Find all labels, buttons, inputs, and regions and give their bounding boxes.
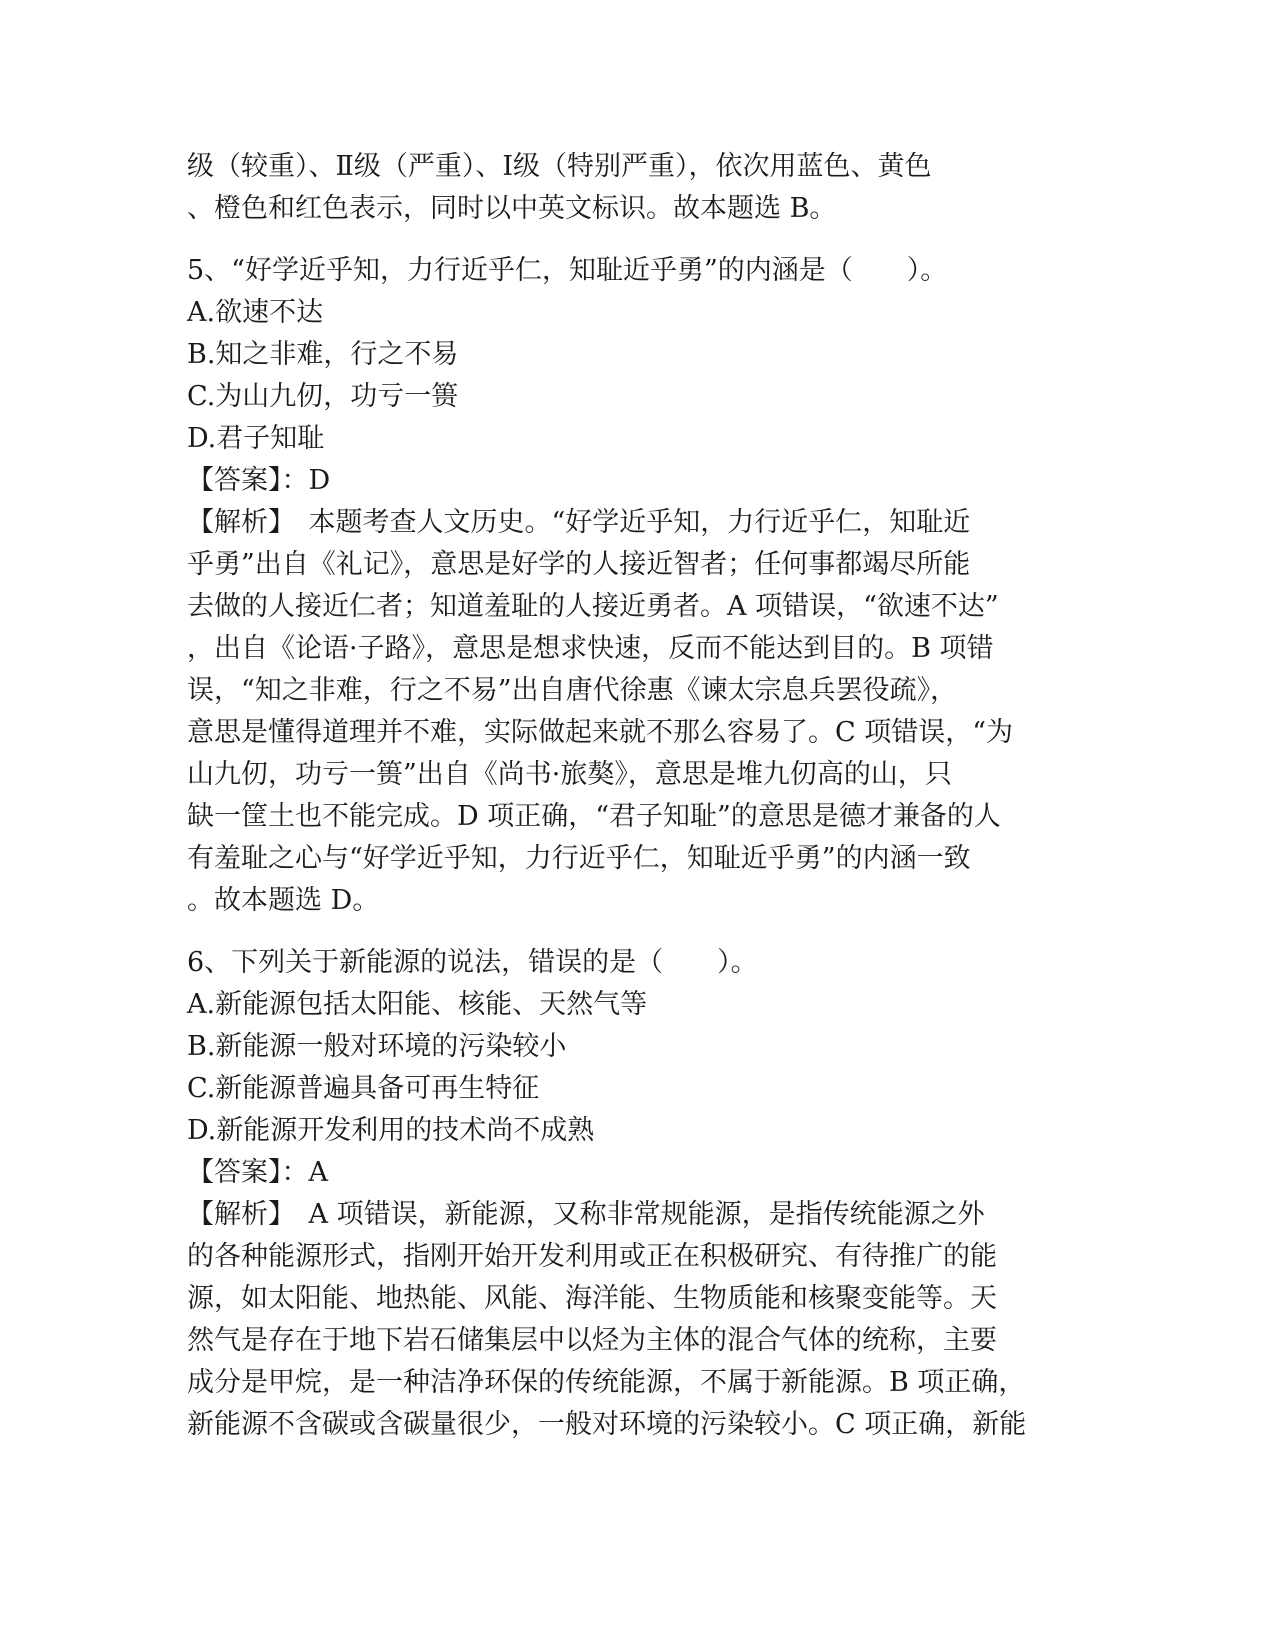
- text-line: 【解析】 本题考查人文历史。“好学近乎知，力行近乎仁，知耻近: [187, 507, 971, 538]
- analysis-paragraph: [187, 1194, 1087, 1446]
- option-b: B.知之非难，行之不易: [187, 339, 459, 370]
- option-d: D.新能源开发利用的技术尚不成熟: [187, 1115, 595, 1146]
- text-line: 缺一筐土也不能完成。D 项正确，“君子知耻”的意思是德才兼备的人: [187, 801, 1001, 832]
- option-c: C.新能源普遍具备可再生特征: [187, 1073, 540, 1104]
- text-line: 成分是甲烷，是一种洁净环保的传统能源，不属于新能源。B 项正确，: [187, 1367, 1026, 1398]
- question-5: [187, 250, 1087, 922]
- option-d: D.君子知耻: [187, 423, 325, 454]
- analysis-paragraph: [187, 502, 1087, 922]
- text-line: 有羞耻之心与“好学近乎知，力行近乎仁，知耻近乎勇”的内涵一致: [187, 843, 971, 874]
- text-line: ，出自《论语·子路》，意思是想求快速，反而不能达到目的。B 项错: [187, 633, 994, 664]
- text-line: 意思是懂得道理并不难，实际做起来就不那么容易了。C 项错误，“为: [187, 717, 1014, 748]
- text-line: 去做的人接近仁者；知道羞耻的人接近勇者。A 项错误，“欲速不达”: [187, 591, 999, 622]
- text-line: 的各种能源形式，指刚开始开发利用或正在积极研究、有待推广的能: [187, 1241, 997, 1272]
- answer-line: 【答案】：A: [187, 1157, 328, 1188]
- option-a: A.欲速不达: [187, 297, 324, 328]
- option-b: B.新能源一般对环境的污染较小: [187, 1031, 567, 1062]
- text-line: 新能源不含碳或含碳量很少，一般对环境的污染较小。C 项正确，新能: [187, 1409, 1027, 1440]
- text-line: 【解析】 A 项错误，新能源，又称非常规能源，是指传统能源之外: [187, 1199, 985, 1230]
- text-line: 、橙色和红色表示，同时以中英文标识。故本题选 B。: [187, 193, 837, 224]
- text-line: 然气是存在于地下岩石储集层中以烃为主体的混合气体的统称，主要: [187, 1325, 997, 1356]
- text-line: 误，“知之非难，行之不易”出自唐代徐惠《谏太宗息兵罢役疏》，: [187, 675, 958, 706]
- question-6: [187, 942, 1087, 1446]
- text-line: 源，如太阳能、地热能、风能、海洋能、生物质能和核聚变能等。天: [187, 1283, 997, 1314]
- text-line: 。故本题选 D。: [187, 885, 380, 916]
- option-c: C.为山九仞，功亏一篑: [187, 381, 459, 412]
- answer-line: 【答案】：D: [187, 465, 331, 496]
- text-line: 山九仞，功亏一篑”出自《尚书·旅獒》，意思是堆九仞高的山，只: [187, 759, 952, 790]
- intro-paragraph: [187, 146, 1087, 230]
- document-page: [187, 146, 1087, 1446]
- text-line: 乎勇”出自《礼记》，意思是好学的人接近智者；任何事都竭尽所能: [187, 549, 971, 580]
- option-a: A.新能源包括太阳能、核能、天然气等: [187, 989, 648, 1020]
- question-stem: 5、“好学近乎知，力行近乎仁，知耻近乎勇”的内涵是（ ）。: [187, 255, 948, 286]
- question-stem: 6、下列关于新能源的说法，错误的是（ ）。: [187, 947, 758, 978]
- text-line: 级（较重）、Ⅱ级（严重）、Ⅰ级（特别严重），依次用蓝色、黄色: [187, 151, 932, 182]
